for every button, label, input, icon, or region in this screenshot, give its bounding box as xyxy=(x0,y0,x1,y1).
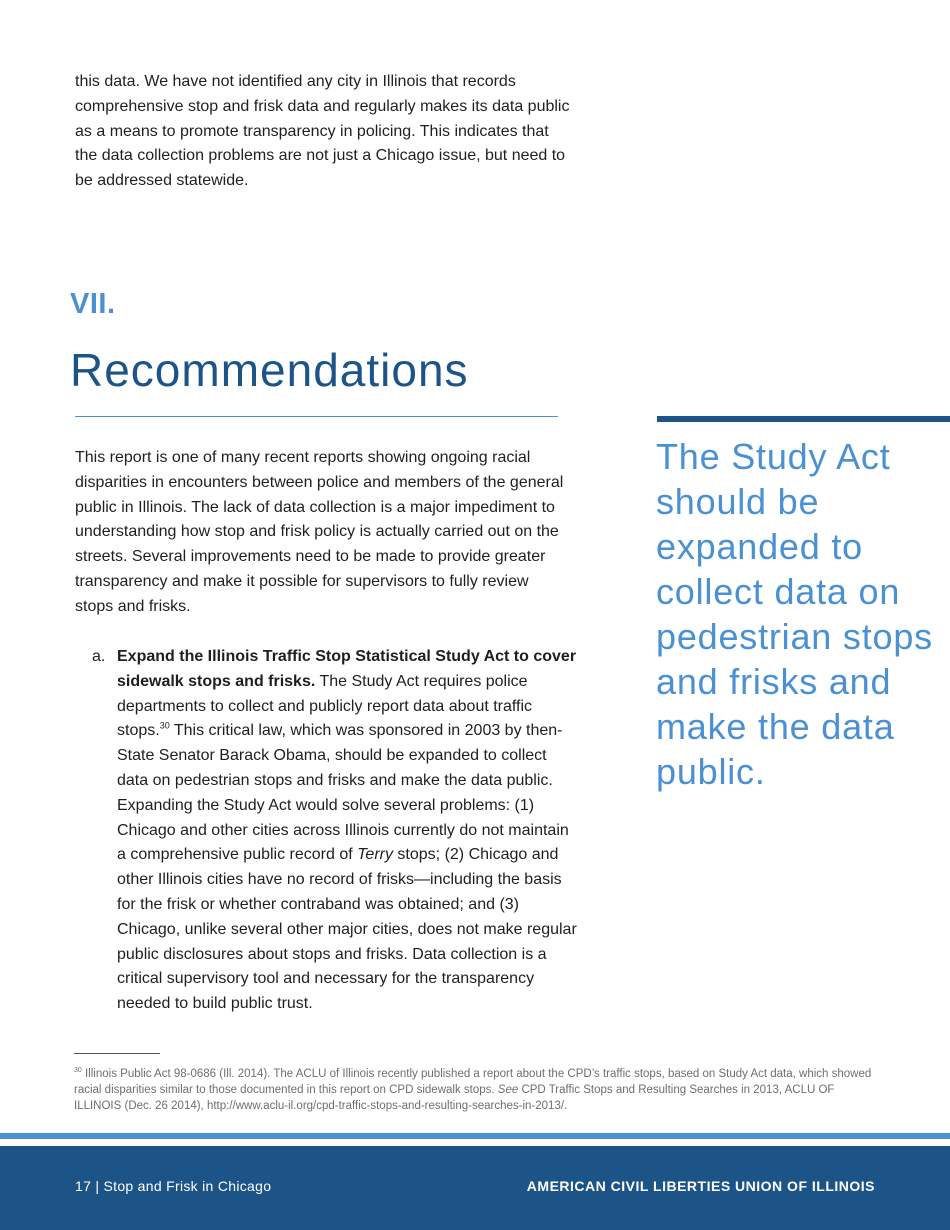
recommendation-heading: Expand the Illinois Traffic Stop Statistical Study Act to cover sidewalk stops and frisks. xyxy=(117,648,577,690)
italic-term: Terry xyxy=(357,846,393,864)
footnote-divider xyxy=(74,1053,160,1054)
recommendation-text-1: The Study Act requires police departments to collect and publicly report data about traffic stops. xyxy=(117,672,533,740)
body-paragraph: This report is one of many recent reports showing ongoing racial disparities in encounters between police and members of the general public in Illinois. The lack of data collection is a major impediment to understanding how stop and frisk policy is actually carried out on the streets. Several improvements need to be made to provide greater transparency and make it possible for supervisors to fully review stops and frisks. xyxy=(75,449,564,615)
footnote-text-2: CPD Traffic Stops and Resulting Searches in 2013, ACLU OF ILLINOIS (Dec. 26 2014), http://www.aclu-il.org/cpd-traffic-stops-and-resulting-searches-in-2013/. xyxy=(74,1084,835,1112)
pullquote-bar xyxy=(657,416,950,422)
footnote-reference[interactable]: 30 xyxy=(159,721,170,732)
section-number: VII. xyxy=(70,288,116,320)
footnote-number: 30 xyxy=(74,1067,82,1075)
footer-organization: AMERICAN CIVIL LIBERTIES UNION OF ILLINOIS xyxy=(526,1178,875,1194)
recommendation-item-a xyxy=(92,645,579,1017)
footnote-see: See xyxy=(497,1084,519,1096)
section-title: Recommendations xyxy=(70,344,469,396)
recommendation-text-3: stops; (2) Chicago and other Illinois cities have no record of frisks—including the basis for the frisk or whether contraband was obtained; and (3) Chicago, unlike several other major cities, does not make regular public disclosures about stops and frisks. Data collection is a critical supervisory tool and necessary for the transparency needed to build public trust. xyxy=(117,846,577,1013)
title-divider xyxy=(75,416,558,417)
footer-stripe xyxy=(0,1133,950,1139)
list-marker: a. xyxy=(92,648,106,665)
page-footer xyxy=(0,1146,950,1230)
footnote-text-1: Illinois Public Act 98-0686 (Ill. 2014). The ACLU of Illinois recently published a report about the CPD’s traffic stops, based on Study Act data, which showed racial disparities similar to those documented in this report on CPD sidewalk stops. xyxy=(74,1068,872,1096)
footnote xyxy=(74,1066,884,1114)
pullquote: The Study Act should be expanded to collect data on pedestrian stops and frisks and make the data public. xyxy=(656,436,933,792)
footer-page-label: 17 | Stop and Frisk in Chicago xyxy=(75,1178,272,1194)
intro-paragraph: this data. We have not identified any city in Illinois that records comprehensive stop and frisk data and regularly makes its data public as a means to promote transparency in policing. This indicates that the data collection problems are not just a Chicago issue, but need to be addressed statewide. xyxy=(75,73,570,190)
recommendation-text-2: This critical law, which was sponsored in 2003 by then-State Senator Barack Obama, should be expanded to collect data on pedestrian stops and frisks and make the data public. Expanding the Study Act would solve several problems: (1) Chicago and other cities across Illinois currently do not maintain a comprehensive public record of xyxy=(117,722,569,864)
